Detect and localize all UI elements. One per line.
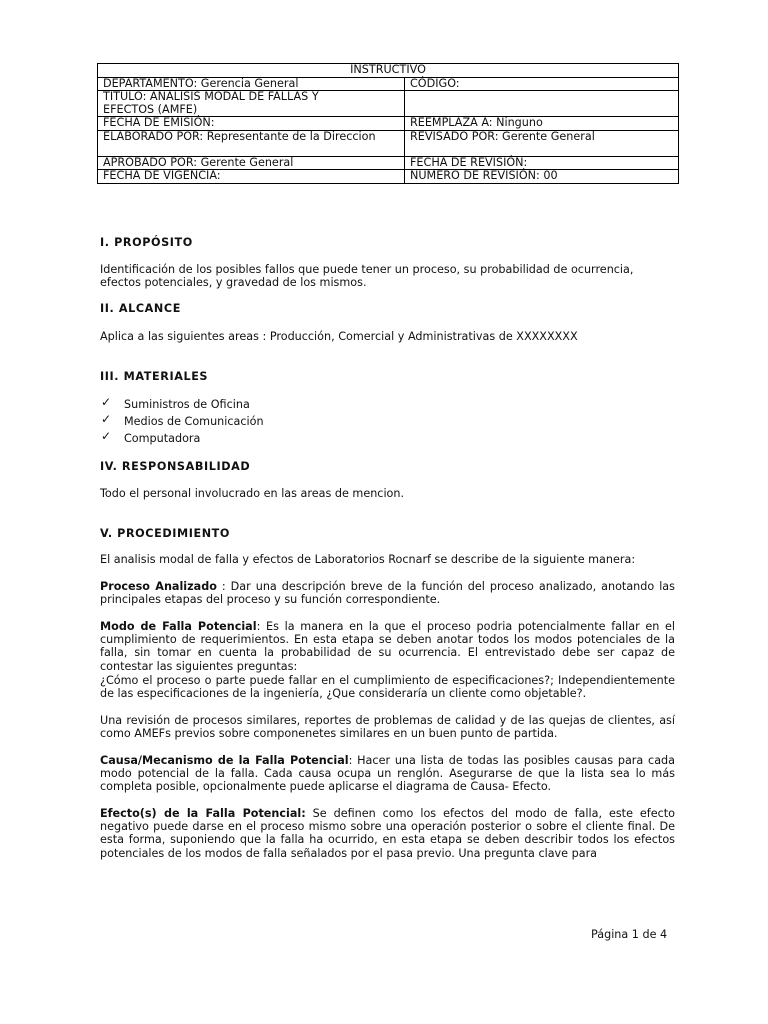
causa-text: : Hacer una lista de todas las posibles causas para cada modo potencial de la falla. Cada causa ocupa un renglón. Asegurarse de que la lista sea lo más completa posible, opcionalmente puede aplicarse el diagrama de Causa- Efecto.: [100, 754, 676, 794]
proceso-label: Proceso Analizado: [100, 580, 217, 593]
titulo-cell: [98, 91, 405, 117]
fecha-revision-cell: FECHA DE REVISIÓN:: [405, 156, 679, 170]
departamento-cell: DEPARTAMENTO: Gerencia General: [98, 77, 405, 91]
proceso-paragraph: [100, 580, 675, 606]
materiales-item: Suministros de Oficina: [124, 398, 250, 411]
page-number: Página 1 de 4: [591, 928, 668, 941]
procedimiento-intro: El analisis modal de falla y efectos de Laboratorios Rocnarf se describe de la siguiente manera:: [100, 553, 636, 566]
modo-paragraph: [100, 620, 675, 673]
proposito-heading: I. PROPÓSITO: [100, 236, 193, 249]
alcance-text: Aplica a las siguientes areas : Producción, Comercial y Administrativas de XXXXXXXX: [100, 330, 578, 343]
materiales-heading: III. MATERIALES: [100, 370, 209, 383]
header-title: INSTRUCTIVO: [98, 64, 679, 78]
alcance-heading: II. ALCANCE: [100, 302, 181, 315]
causa-label: Causa/Mecanismo de la Falla Potencial: [100, 754, 349, 767]
check-icon: ✓: [101, 429, 112, 443]
titulo-line-1: TITULO: ANALISIS MODAL DE FALLAS Y: [103, 90, 319, 103]
titulo-line-2: EFECTOS (AMFE): [103, 102, 198, 116]
materiales-item: Computadora: [124, 432, 201, 445]
modo-text: : Es la manera en la que el proceso podria potencialmente fallar en el cumplimiento de requerimientos. En esta etapa se deben anotar todos los modos potenciales de la falla, sin tomar en cuenta la probabilidad de su ocurrencia. El entrevistado debe ser capaz de contestar las siguientes preguntas:: [100, 620, 676, 673]
numero-revision-cell: NUMERO DE REVISIÓN: 00: [405, 170, 679, 184]
header-table: [97, 63, 679, 184]
modo-questions: ¿Cómo el proceso o parte puede fallar en el cumplimiento de especificaciones?; Independientemente de las especificaciones de la ingeniería, ¿Que consideraría un cliente como objetable?.: [100, 674, 675, 701]
fecha-vigencia-cell: FECHA DE VIGENCIA:: [98, 170, 405, 184]
materiales-item: Medios de Comunicación: [124, 415, 264, 428]
check-icon: ✓: [101, 395, 112, 409]
efecto-label: Efecto(s) de la Falla Potencial:: [100, 807, 306, 820]
aprobado-cell: APROBADO POR: Gerente General: [98, 156, 405, 170]
titulo-empty-cell: [405, 91, 679, 117]
check-icon: ✓: [101, 412, 112, 426]
modo-review: Una revisión de procesos similares, reportes de problemas de calidad y de las quejas de clientes, así como AMEFs previos sobre componenetes similares en un buen punto de partida.: [100, 714, 675, 741]
procedimiento-heading: V. PROCEDIMIENTO: [100, 527, 231, 540]
proceso-text: : Dar una descripción breve de la función del proceso analizado, anotando las principales etapas del proceso y su función correspondiente.: [100, 580, 675, 607]
elaborado-cell: ELABORADO POR: Representante de la Direccion: [98, 130, 405, 156]
modo-label: Modo de Falla Potencial: [100, 620, 257, 633]
causa-paragraph: [100, 754, 675, 794]
efecto-paragraph: [100, 807, 675, 860]
codigo-cell: CÓDIGO:: [405, 77, 679, 91]
efecto-text: Se definen como los efectos del modo de falla, este efecto negativo puede darse en el proceso mismo sobre una operación posterior o sobre el cliente final. De esta forma, suponiendo que la falla ha ocurrido, en esta etapa se deben describir todos los efectos potenciales de los modos de falla señalados por el pasa previo. Una pregunta clave para: [100, 807, 675, 860]
revisado-cell: REVISADO POR: Gerente General: [405, 130, 679, 156]
responsabilidad-heading: IV. RESPONSABILIDAD: [100, 460, 251, 473]
fecha-emision-cell: FECHA DE EMISIÓN:: [98, 117, 405, 131]
responsabilidad-text: Todo el personal involucrado en las areas de mencion.: [100, 487, 405, 500]
proposito-text: Identificación de los posibles fallos que puede tener un proceso, su probabilidad de ocurrencia, efectos potenciales, y gravedad de los mismos.: [100, 263, 634, 290]
reemplaza-cell: REEMPLAZA A: Ninguno: [405, 117, 679, 131]
